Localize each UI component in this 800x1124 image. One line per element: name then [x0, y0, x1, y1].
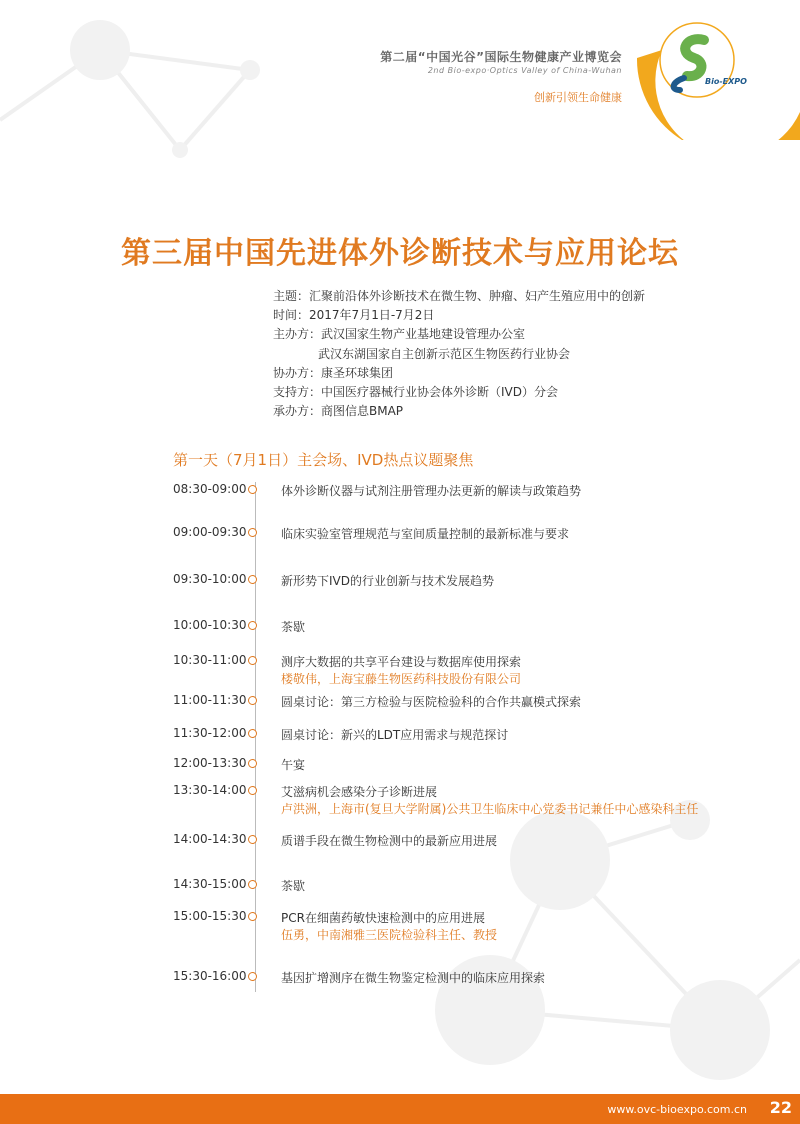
- forum-info: [273, 287, 645, 421]
- schedule-time: 09:30-10:00: [173, 572, 247, 586]
- page-header: [380, 48, 622, 105]
- schedule-time: 13:30-14:00: [173, 783, 247, 797]
- schedule-time: 15:00-15:30: [173, 909, 247, 923]
- info-value: 汇聚前沿体外诊断技术在微生物、肿瘤、妇产生殖应用中的创新: [309, 289, 646, 303]
- expo-name-en: 2nd Bio-expo·Optics Valley of China-Wuhan: [427, 66, 622, 75]
- info-co-organizer: [273, 364, 645, 383]
- page-title: 第三届中国先进体外诊断技术与应用论坛: [121, 236, 679, 271]
- schedule-speaker: 伍勇，中南湘雅三医院检验科主任、教授: [281, 928, 498, 942]
- slogan: 创新引领生命健康: [534, 91, 622, 104]
- info-value: 武汉国家生物产业基地建设管理办公室: [321, 327, 526, 342]
- timeline-dot-icon: [248, 729, 257, 738]
- schedule-topic: 质谱手段在微生物检测中的最新应用进展: [281, 834, 498, 848]
- timeline-dot-icon: [248, 786, 257, 795]
- timeline-dot-icon: [248, 485, 257, 494]
- info-value: 武汉东湖国家自主创新示范区生物医药行业协会: [318, 346, 571, 361]
- info-time: [273, 306, 645, 325]
- page-number: 22: [769, 1098, 792, 1117]
- timeline-dot-icon: [248, 528, 257, 537]
- day1-heading: 第一天（7月1日）主会场、IVD热点议题聚焦: [173, 451, 474, 469]
- info-executor: [273, 402, 645, 421]
- schedule-time: 11:00-11:30: [173, 693, 247, 707]
- info-organizer-2: [273, 345, 645, 364]
- timeline-dot-icon: [248, 912, 257, 921]
- info-value: 康圣环球集团: [321, 365, 394, 380]
- schedule-topic: 临床实验室管理规范与室间质量控制的最新标准与要求: [281, 527, 570, 541]
- logo-text: Bio-EXPO: [705, 77, 747, 86]
- info-label: 主办方：: [273, 327, 322, 342]
- schedule-topic: 体外诊断仪器与试剂注册管理办法更新的解读与政策趋势: [281, 484, 582, 498]
- info-value: 商图信息BMAP: [321, 404, 404, 419]
- footer-url: www.ovc-bioexpo.com.cn: [607, 1103, 747, 1116]
- schedule-topic: 圆桌讨论：新兴的LDT应用需求与规范探讨: [281, 728, 509, 742]
- bio-expo-logo: [632, 0, 800, 140]
- schedule-topic: 茶歇: [281, 879, 306, 893]
- schedule-time: 10:30-11:00: [173, 653, 247, 667]
- schedule-topic: PCR在细菌药敏快速检测中的应用进展: [281, 911, 485, 925]
- schedule-topic: 圆桌讨论：第三方检验与医院检验科的合作共赢模式探索: [281, 695, 582, 709]
- info-value: 中国医疗器械行业协会体外诊断（IVD）分会: [321, 385, 559, 400]
- schedule-time: 09:00-09:30: [173, 525, 247, 539]
- info-value: 2017年7月1日-7月2日: [309, 308, 435, 323]
- timeline-dot-icon: [248, 656, 257, 665]
- schedule-topic: 午宴: [281, 758, 306, 772]
- schedule-time: 14:30-15:00: [173, 877, 247, 891]
- schedule-topic: 艾滋病机会感染分子诊断进展: [281, 785, 438, 799]
- expo-name: 第二届“中国光谷”国际生物健康产业博览会: [380, 50, 622, 64]
- info-label: 支持方：: [273, 385, 322, 400]
- schedule-topic: 新形势下IVD的行业创新与技术发展趋势: [281, 574, 494, 588]
- schedule-speaker: 卢洪洲，上海市(复旦大学附属)公共卫生临床中心党委书记兼任中心感染科主任: [281, 802, 699, 816]
- timeline-dot-icon: [248, 835, 257, 844]
- schedule-time: 12:00-13:30: [173, 756, 247, 770]
- schedule-time: 14:00-14:30: [173, 832, 247, 846]
- schedule-time: 11:30-12:00: [173, 726, 247, 740]
- info-label: 协办方：: [273, 365, 322, 380]
- timeline-dot-icon: [248, 972, 257, 981]
- info-label: 时间：: [273, 308, 310, 323]
- timeline-dot-icon: [248, 621, 257, 630]
- schedule-time: 10:00-10:30: [173, 618, 247, 632]
- info-label: 承办方：: [273, 404, 322, 419]
- schedule-time: 08:30-09:00: [173, 482, 247, 496]
- timeline-dot-icon: [248, 880, 257, 889]
- footer-bar: [0, 1094, 800, 1124]
- schedule-topic: 测序大数据的共享平台建设与数据库使用探索: [281, 655, 522, 669]
- timeline-dot-icon: [248, 696, 257, 705]
- schedule-topic: 基因扩增测序在微生物鉴定检测中的临床应用探索: [281, 971, 546, 985]
- schedule-time: 15:30-16:00: [173, 969, 247, 983]
- schedule-topic: 茶歇: [281, 620, 306, 634]
- info-theme: [273, 287, 645, 306]
- info-label: 主题：: [273, 289, 310, 303]
- info-organizer: [273, 325, 645, 344]
- schedule-speaker: 楼敬伟，上海宝藤生物医药科技股份有限公司: [281, 672, 522, 686]
- info-supporter: [273, 383, 645, 402]
- timeline-dot-icon: [248, 759, 257, 768]
- timeline-dot-icon: [248, 575, 257, 584]
